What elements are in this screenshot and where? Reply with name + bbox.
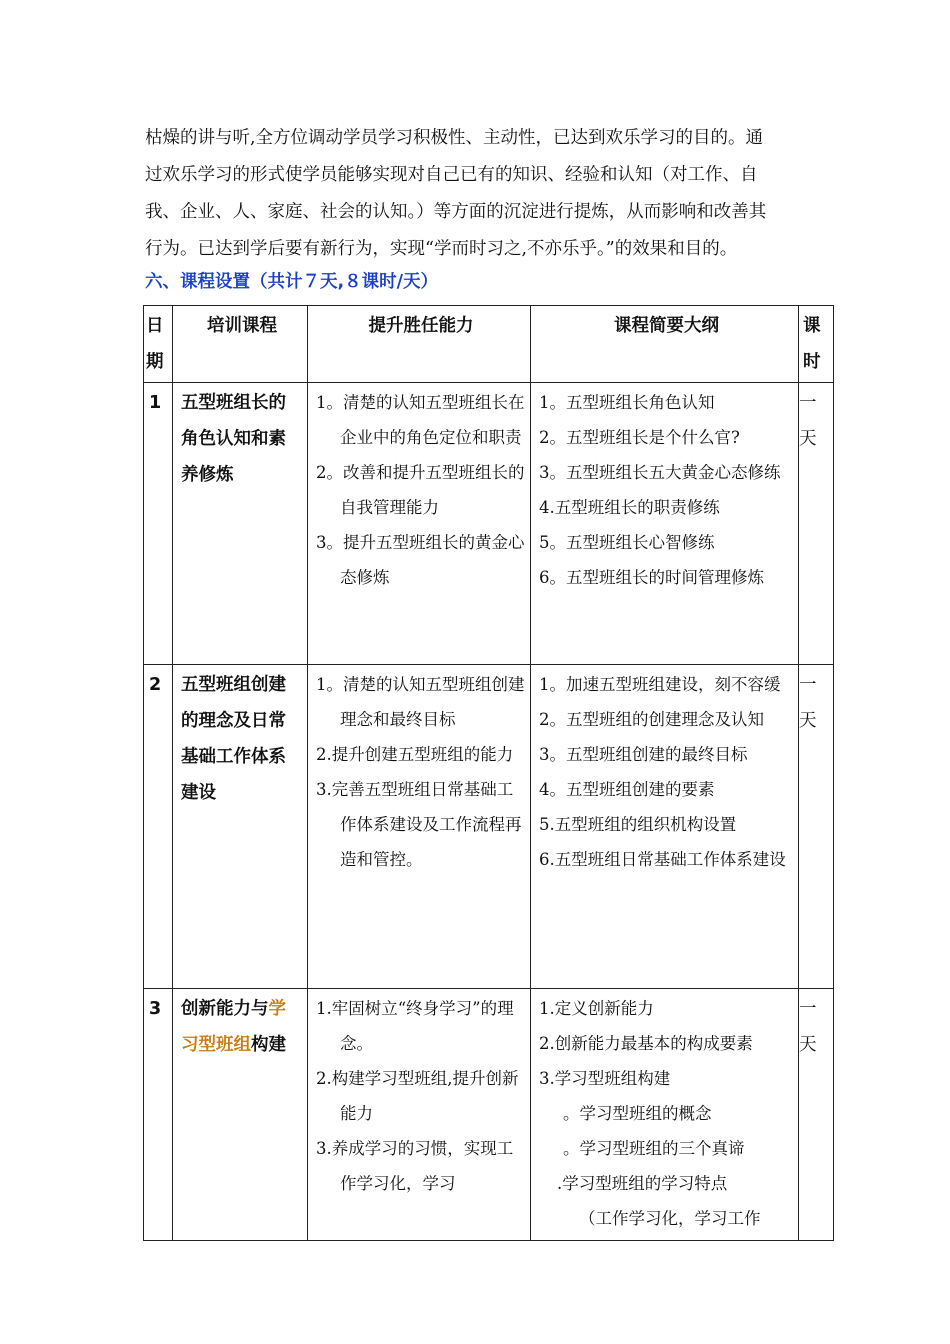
list-item: 1。加速五型班组建设，刻不容缓 [539, 675, 781, 694]
ability-cell [308, 383, 531, 665]
intro-line: 过欢乐学习的形式使学员能够实现对自己已有的知识、经验和认知（对工作、自 [145, 165, 758, 185]
list-item: 3。五型班组长五大黄金心态修练 [539, 463, 781, 482]
list-item: 6。五型班组长的时间管理修炼 [539, 568, 764, 587]
intro-line: 枯燥的讲与听,全方位调动学员学习积极性、主动性，已达到欢乐学习的目的。通 [145, 128, 764, 148]
header-day: 日期 [144, 306, 173, 383]
list-item: 5。五型班组长心智修练 [539, 533, 715, 552]
intro-line: 行为。已达到学后要有新行为，实现“学而时习之,不亦乐乎。”的效果和目的。 [145, 239, 738, 259]
day-cell: 1 [144, 383, 173, 665]
list-item: 3.完善五型班组日常基础工作体系建设及工作流程再造和管控。 [316, 780, 522, 869]
outline-cell [531, 665, 799, 989]
list-item: 3。五型班组创建的最终目标 [539, 745, 748, 764]
course-table [143, 305, 834, 1241]
list-item: 6.五型班组日常基础工作体系建设 [539, 850, 786, 869]
list-item: （工作学习化，学习工作 [579, 1209, 761, 1228]
outline-cell [531, 989, 799, 1241]
header-course: 培训课程 [173, 306, 308, 383]
list-item: 5.五型班组的组织机构设置 [539, 815, 737, 834]
list-item: 2.构建学习型班组,提升创新能力 [316, 1069, 519, 1123]
list-item: 1.牢固树立“终身学习”的理念。 [316, 999, 514, 1053]
table-row [144, 665, 834, 989]
list-item: .学习型班组的学习特点 [557, 1174, 728, 1193]
list-item: 1。清楚的认知五型班组长在企业中的角色定位和职责 [316, 393, 525, 447]
list-item: 2。五型班组长是个什么官? [539, 428, 740, 447]
list-item: 3.养成学习的习惯，实现工作学习化，学习 [316, 1139, 514, 1193]
hours-cell: 一天 [799, 665, 834, 989]
list-item: 1.定义创新能力 [539, 999, 654, 1018]
course-text: 构建 [251, 1035, 286, 1055]
list-item: 3.学习型班组构建 [539, 1069, 671, 1088]
intro-line: 我、企业、人、家庭、社会的认知。）等方面的沉淀进行提炼，从而影响和改善其 [145, 202, 767, 222]
list-item: 。学习型班组的概念 [563, 1104, 712, 1123]
table-row [144, 383, 834, 665]
hours-cell: 一天 [799, 989, 834, 1241]
list-item: 4.五型班组长的职责修练 [539, 498, 720, 517]
intro-paragraph [145, 120, 835, 268]
section-heading: 六、课程设置（共计７天,８课时/天） [145, 272, 439, 292]
header-hours: 课时 [799, 306, 834, 383]
list-item: 。学习型班组的三个真谛 [563, 1139, 745, 1158]
hours-cell: 一天 [799, 383, 834, 665]
course-text: 创新能力与 [181, 999, 269, 1019]
list-item: 2。改善和提升五型班组长的自我管理能力 [316, 463, 525, 517]
ability-cell [308, 989, 531, 1241]
outline-cell [531, 383, 799, 665]
list-item: 2.创新能力最基本的构成要素 [539, 1034, 753, 1053]
course-cell: 五型班组创建的理念及日常基础工作体系建设 [173, 665, 308, 989]
day-cell: 3 [144, 989, 173, 1241]
list-item: 4。五型班组创建的要素 [539, 780, 715, 799]
list-item: 3。提升五型班组长的黄金心态修炼 [316, 533, 525, 587]
day-cell: 2 [144, 665, 173, 989]
course-cell: 五型班组长的角色认知和素养修炼 [173, 383, 308, 665]
table-header-row [144, 306, 834, 383]
list-item: 1。清楚的认知五型班组创建理念和最终目标 [316, 675, 525, 729]
header-ability: 提升胜任能力 [308, 306, 531, 383]
list-item: 1。五型班组长角色认知 [539, 393, 715, 412]
course-highlight: 学习型班组 [181, 999, 286, 1055]
header-outline: 课程简要大纲 [531, 306, 799, 383]
list-item: 2。五型班组的创建理念及认知 [539, 710, 764, 729]
list-item: 2.提升创建五型班组的能力 [316, 745, 514, 764]
ability-cell [308, 665, 531, 989]
course-cell [173, 989, 308, 1241]
table-row [144, 989, 834, 1241]
